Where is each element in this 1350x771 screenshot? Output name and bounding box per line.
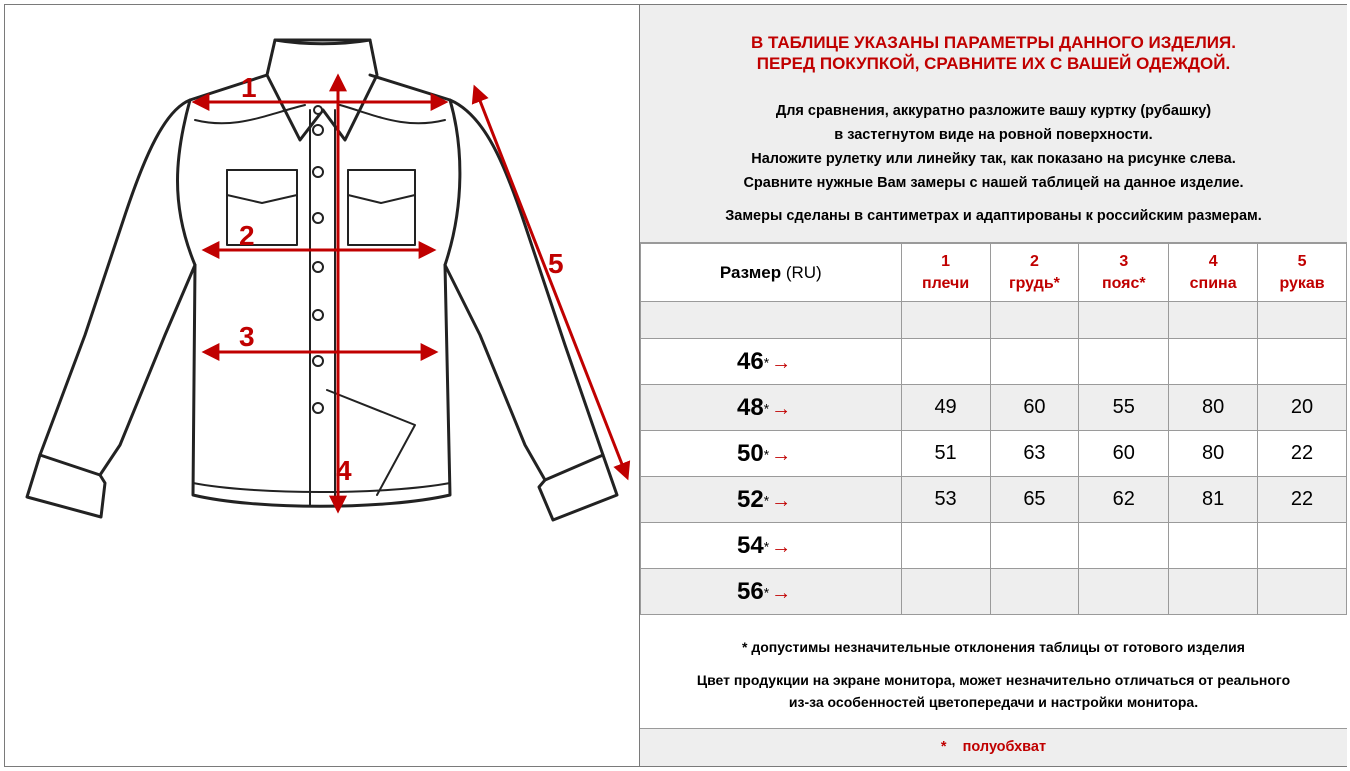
size-label: Размер bbox=[719, 262, 782, 282]
table-cell bbox=[1258, 523, 1347, 569]
table-cell: 81 bbox=[1169, 477, 1258, 523]
table-cell bbox=[1079, 523, 1169, 569]
table-row bbox=[641, 431, 1347, 477]
table-cell bbox=[1169, 569, 1258, 615]
table-row bbox=[641, 385, 1347, 431]
footer-notes bbox=[640, 615, 1347, 729]
units-note: Замеры сделаны в сантиметрах и адаптированы к российским размерам. bbox=[725, 208, 1262, 224]
empty-cell bbox=[1169, 302, 1258, 339]
col-name: грудь* bbox=[1008, 274, 1060, 292]
empty-cell bbox=[1258, 302, 1347, 339]
col-num: 5 bbox=[1297, 252, 1307, 270]
table-cell: 49 bbox=[901, 385, 990, 431]
col-header-waist bbox=[1079, 244, 1169, 302]
col-name: плечи bbox=[921, 274, 970, 292]
table-cell bbox=[901, 569, 990, 615]
table-cell: 22 bbox=[1258, 431, 1347, 477]
star-mark: * bbox=[763, 400, 770, 417]
col-num: 4 bbox=[1208, 252, 1218, 270]
table-cell: 62 bbox=[1079, 477, 1169, 523]
size-value: 50 bbox=[737, 439, 764, 467]
table-cell bbox=[1169, 523, 1258, 569]
col-num: 2 bbox=[1029, 252, 1039, 270]
table-row bbox=[641, 523, 1347, 569]
table-cell: 63 bbox=[990, 431, 1079, 477]
shirt-drawing bbox=[5, 5, 638, 766]
color-note-line-2: из-за особенностей цветопередачи и настройки монитора. bbox=[788, 694, 1199, 710]
star-legend: * полуобхват bbox=[640, 729, 1347, 766]
table-cell: 60 bbox=[1079, 431, 1169, 477]
col-name: пояс* bbox=[1101, 274, 1146, 292]
arrow-icon: → bbox=[771, 397, 792, 420]
empty-cell bbox=[901, 302, 990, 339]
table-cell bbox=[1079, 339, 1169, 385]
col-header-back bbox=[1169, 244, 1258, 302]
table-cell bbox=[1258, 339, 1347, 385]
tolerance-note: * допустимы незначительные отклонения таблицы от готового изделия bbox=[742, 639, 1245, 655]
table-cell bbox=[901, 523, 990, 569]
table-cell: 80 bbox=[1169, 385, 1258, 431]
size-cell bbox=[641, 339, 902, 385]
color-note bbox=[640, 669, 1347, 713]
empty-cell bbox=[990, 302, 1079, 339]
table-cell bbox=[990, 339, 1079, 385]
size-cell bbox=[641, 477, 902, 523]
table-cell bbox=[1079, 569, 1169, 615]
label-2: 2 bbox=[239, 220, 255, 251]
table-cell: 80 bbox=[1169, 431, 1258, 477]
table-cell: 65 bbox=[990, 477, 1079, 523]
table-cell bbox=[901, 339, 990, 385]
arrow-icon: → bbox=[771, 581, 792, 604]
col-name: спина bbox=[1189, 274, 1237, 292]
table-cell: 20 bbox=[1258, 385, 1347, 431]
size-suffix: (RU) bbox=[785, 262, 822, 282]
header-title-line-1: В ТАБЛИЦЕ УКАЗАНЫ ПАРАМЕТРЫ ДАННОГО ИЗДЕЛИЯ. bbox=[751, 33, 1236, 52]
arrow-icon: → bbox=[771, 351, 792, 374]
table-cell: 51 bbox=[901, 431, 990, 477]
col-num: 3 bbox=[1119, 252, 1129, 270]
arrow-icon: → bbox=[771, 535, 792, 558]
chart-header bbox=[640, 5, 1347, 243]
col-header-sleeve bbox=[1258, 244, 1347, 302]
color-note-line-1: Цвет продукции на экране монитора, может незначительно отличаться от реального bbox=[696, 672, 1291, 688]
shirt-diagram bbox=[5, 5, 638, 766]
col-header-shoulders bbox=[901, 244, 990, 302]
arrow-icon: → bbox=[771, 489, 792, 512]
size-cell bbox=[641, 385, 902, 431]
table-cell bbox=[990, 569, 1079, 615]
table-cell bbox=[1169, 339, 1258, 385]
table-row bbox=[641, 477, 1347, 523]
size-table bbox=[640, 243, 1347, 615]
col-header-chest bbox=[990, 244, 1079, 302]
label-4: 4 bbox=[336, 455, 352, 486]
size-value: 56 bbox=[737, 577, 764, 605]
arrow-icon: → bbox=[771, 443, 792, 466]
size-chart-panel bbox=[639, 5, 1347, 766]
label-5: 5 bbox=[548, 248, 564, 279]
star-mark: * bbox=[763, 538, 770, 555]
star-mark: * bbox=[763, 492, 770, 509]
size-cell bbox=[641, 523, 902, 569]
empty-cell bbox=[641, 302, 902, 339]
table-cell: 55 bbox=[1079, 385, 1169, 431]
table-cell bbox=[1258, 569, 1347, 615]
star-mark: * bbox=[763, 354, 770, 371]
star-mark: * bbox=[763, 584, 770, 601]
instruction-line: Сравните нужные Вам замеры с нашей таблицей на данное изделие. bbox=[743, 175, 1244, 191]
table-spacer-row bbox=[641, 302, 1347, 339]
header-title bbox=[640, 32, 1347, 74]
col-name: рукав bbox=[1279, 274, 1325, 292]
label-3: 3 bbox=[239, 321, 255, 352]
size-cell bbox=[641, 569, 902, 615]
table-cell: 22 bbox=[1258, 477, 1347, 523]
instruction-line: Наложите рулетку или линейку так, как показано на рисунке слева. bbox=[751, 151, 1236, 167]
table-row bbox=[641, 339, 1347, 385]
empty-cell bbox=[1079, 302, 1169, 339]
arrow-sleeve bbox=[475, 88, 627, 477]
size-column-header bbox=[641, 244, 902, 302]
star-mark: * bbox=[763, 446, 770, 463]
table-header-row bbox=[641, 244, 1347, 302]
size-value: 46 bbox=[737, 347, 764, 375]
table-cell: 60 bbox=[990, 385, 1079, 431]
size-cell bbox=[641, 431, 902, 477]
instruction-line: Для сравнения, аккуратно разложите вашу куртку (рубашку) bbox=[775, 103, 1212, 119]
label-1: 1 bbox=[241, 72, 257, 103]
size-value: 52 bbox=[737, 485, 764, 513]
col-num: 1 bbox=[941, 252, 951, 270]
instruction-line: в застегнутом виде на ровной поверхности. bbox=[834, 127, 1153, 143]
table-cell: 53 bbox=[901, 477, 990, 523]
size-value: 48 bbox=[737, 393, 764, 421]
instructions bbox=[640, 99, 1347, 195]
table-row bbox=[641, 569, 1347, 615]
size-value: 54 bbox=[737, 531, 764, 559]
header-title-line-2: ПЕРЕД ПОКУПКОЙ, СРАВНИТЕ ИХ С ВАШЕЙ ОДЕЖДОЙ. bbox=[756, 54, 1231, 73]
table-cell bbox=[990, 523, 1079, 569]
